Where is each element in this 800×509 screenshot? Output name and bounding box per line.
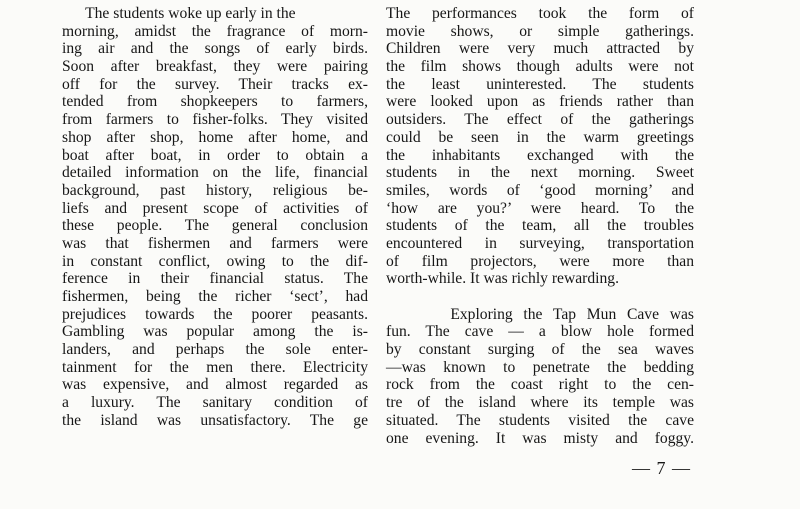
text-line: the inhabitants exchanged with the — [386, 146, 694, 164]
text-line: boat after boat, in order to obtain a — [62, 146, 368, 164]
text-line: movie shows, or simple gatherings. — [386, 22, 694, 40]
text-line: in constant conflict, owing to the dif- — [62, 252, 368, 270]
text-line: smiles, words of ‘good morning’ and — [386, 181, 694, 199]
text-line: prejudices towards the poorer peasants. — [62, 305, 368, 323]
text-line: detailed information on the life, financial — [62, 164, 368, 182]
text-line: the film shows though adults were not — [386, 58, 694, 76]
paragraph-gap — [386, 288, 694, 306]
text-line: background, past history, religious be- — [62, 181, 368, 199]
text-line: liefs and present scope of activities of — [62, 199, 368, 217]
text-line: rock from the coast right to the cen- — [386, 376, 694, 394]
text-line: a luxury. The sanitary condition of — [62, 394, 368, 412]
text-line: ference in their financial status. The — [62, 270, 368, 288]
text-line: of film projectors, were more than — [386, 252, 694, 270]
text-line: the least uninterested. The students — [386, 75, 694, 93]
text-line: off for the survey. Their tracks ex- — [62, 75, 368, 93]
text-line: could be seen in the warm greetings — [386, 128, 694, 146]
text-line: The performances took the form of — [386, 5, 694, 22]
text-line: fishermen, being the richer ‘sect’, had — [62, 288, 368, 305]
text-line: encountered in surveying, transportation — [386, 234, 694, 252]
text-line: landers, and perhaps the sole enter- — [62, 341, 368, 359]
text-line: students of the team, all the troubles — [386, 217, 694, 235]
text-line: fun. The cave — a blow hole formed — [386, 323, 694, 341]
text-line: these people. The general conclusion — [62, 217, 368, 235]
text-line: tended from shopkeepers to farmers, — [62, 93, 368, 111]
text-line: the island was unsatisfactory. The ge — [62, 411, 368, 429]
text-line: Exploring the Tap Mun Cave was — [386, 305, 694, 323]
text-line: students in the next morning. Sweet — [386, 164, 694, 182]
text-line: ing air and the songs of early birds. — [62, 40, 368, 58]
text-line: from farmers to fisher-folks. They visited — [62, 111, 368, 129]
text-line: was expensive, and almost regarded as — [62, 376, 368, 394]
text-line: was that fishermen and farmers were — [62, 234, 368, 252]
text-line: Children were very much attracted by — [386, 40, 694, 58]
text-line: shop after shop, home after home, and — [62, 128, 368, 146]
text-line: were looked upon as friends rather than — [386, 93, 694, 111]
page-number: — 7 — — [632, 458, 691, 478]
text-line: worth-while. It was richly rewarding. — [386, 270, 619, 288]
text-line: by constant surging of the sea waves — [386, 341, 694, 359]
text-line: tainment for the men there. Electricity — [62, 358, 368, 376]
text-line: —was known to penetrate the bedding — [386, 358, 694, 376]
text-line: Soon after breakfast, they were pairing — [62, 58, 368, 76]
text-line: tre of the island where its temple was — [386, 394, 694, 412]
text-line: morning, amidst the fragrance of morn- — [62, 22, 368, 40]
text-line: outsiders. The effect of the gatherings — [386, 111, 694, 129]
text-line: ‘how are you?’ were heard. To the — [386, 199, 694, 217]
right-text-column — [386, 5, 694, 447]
text-line: one evening. It was misty and foggy. — [386, 429, 694, 447]
left-text-column — [62, 5, 368, 430]
text-line: situated. The students visited the cave — [386, 411, 694, 429]
text-line: The students woke up early in the — [62, 5, 296, 22]
text-line: Gambling was popular among the is- — [62, 323, 368, 341]
